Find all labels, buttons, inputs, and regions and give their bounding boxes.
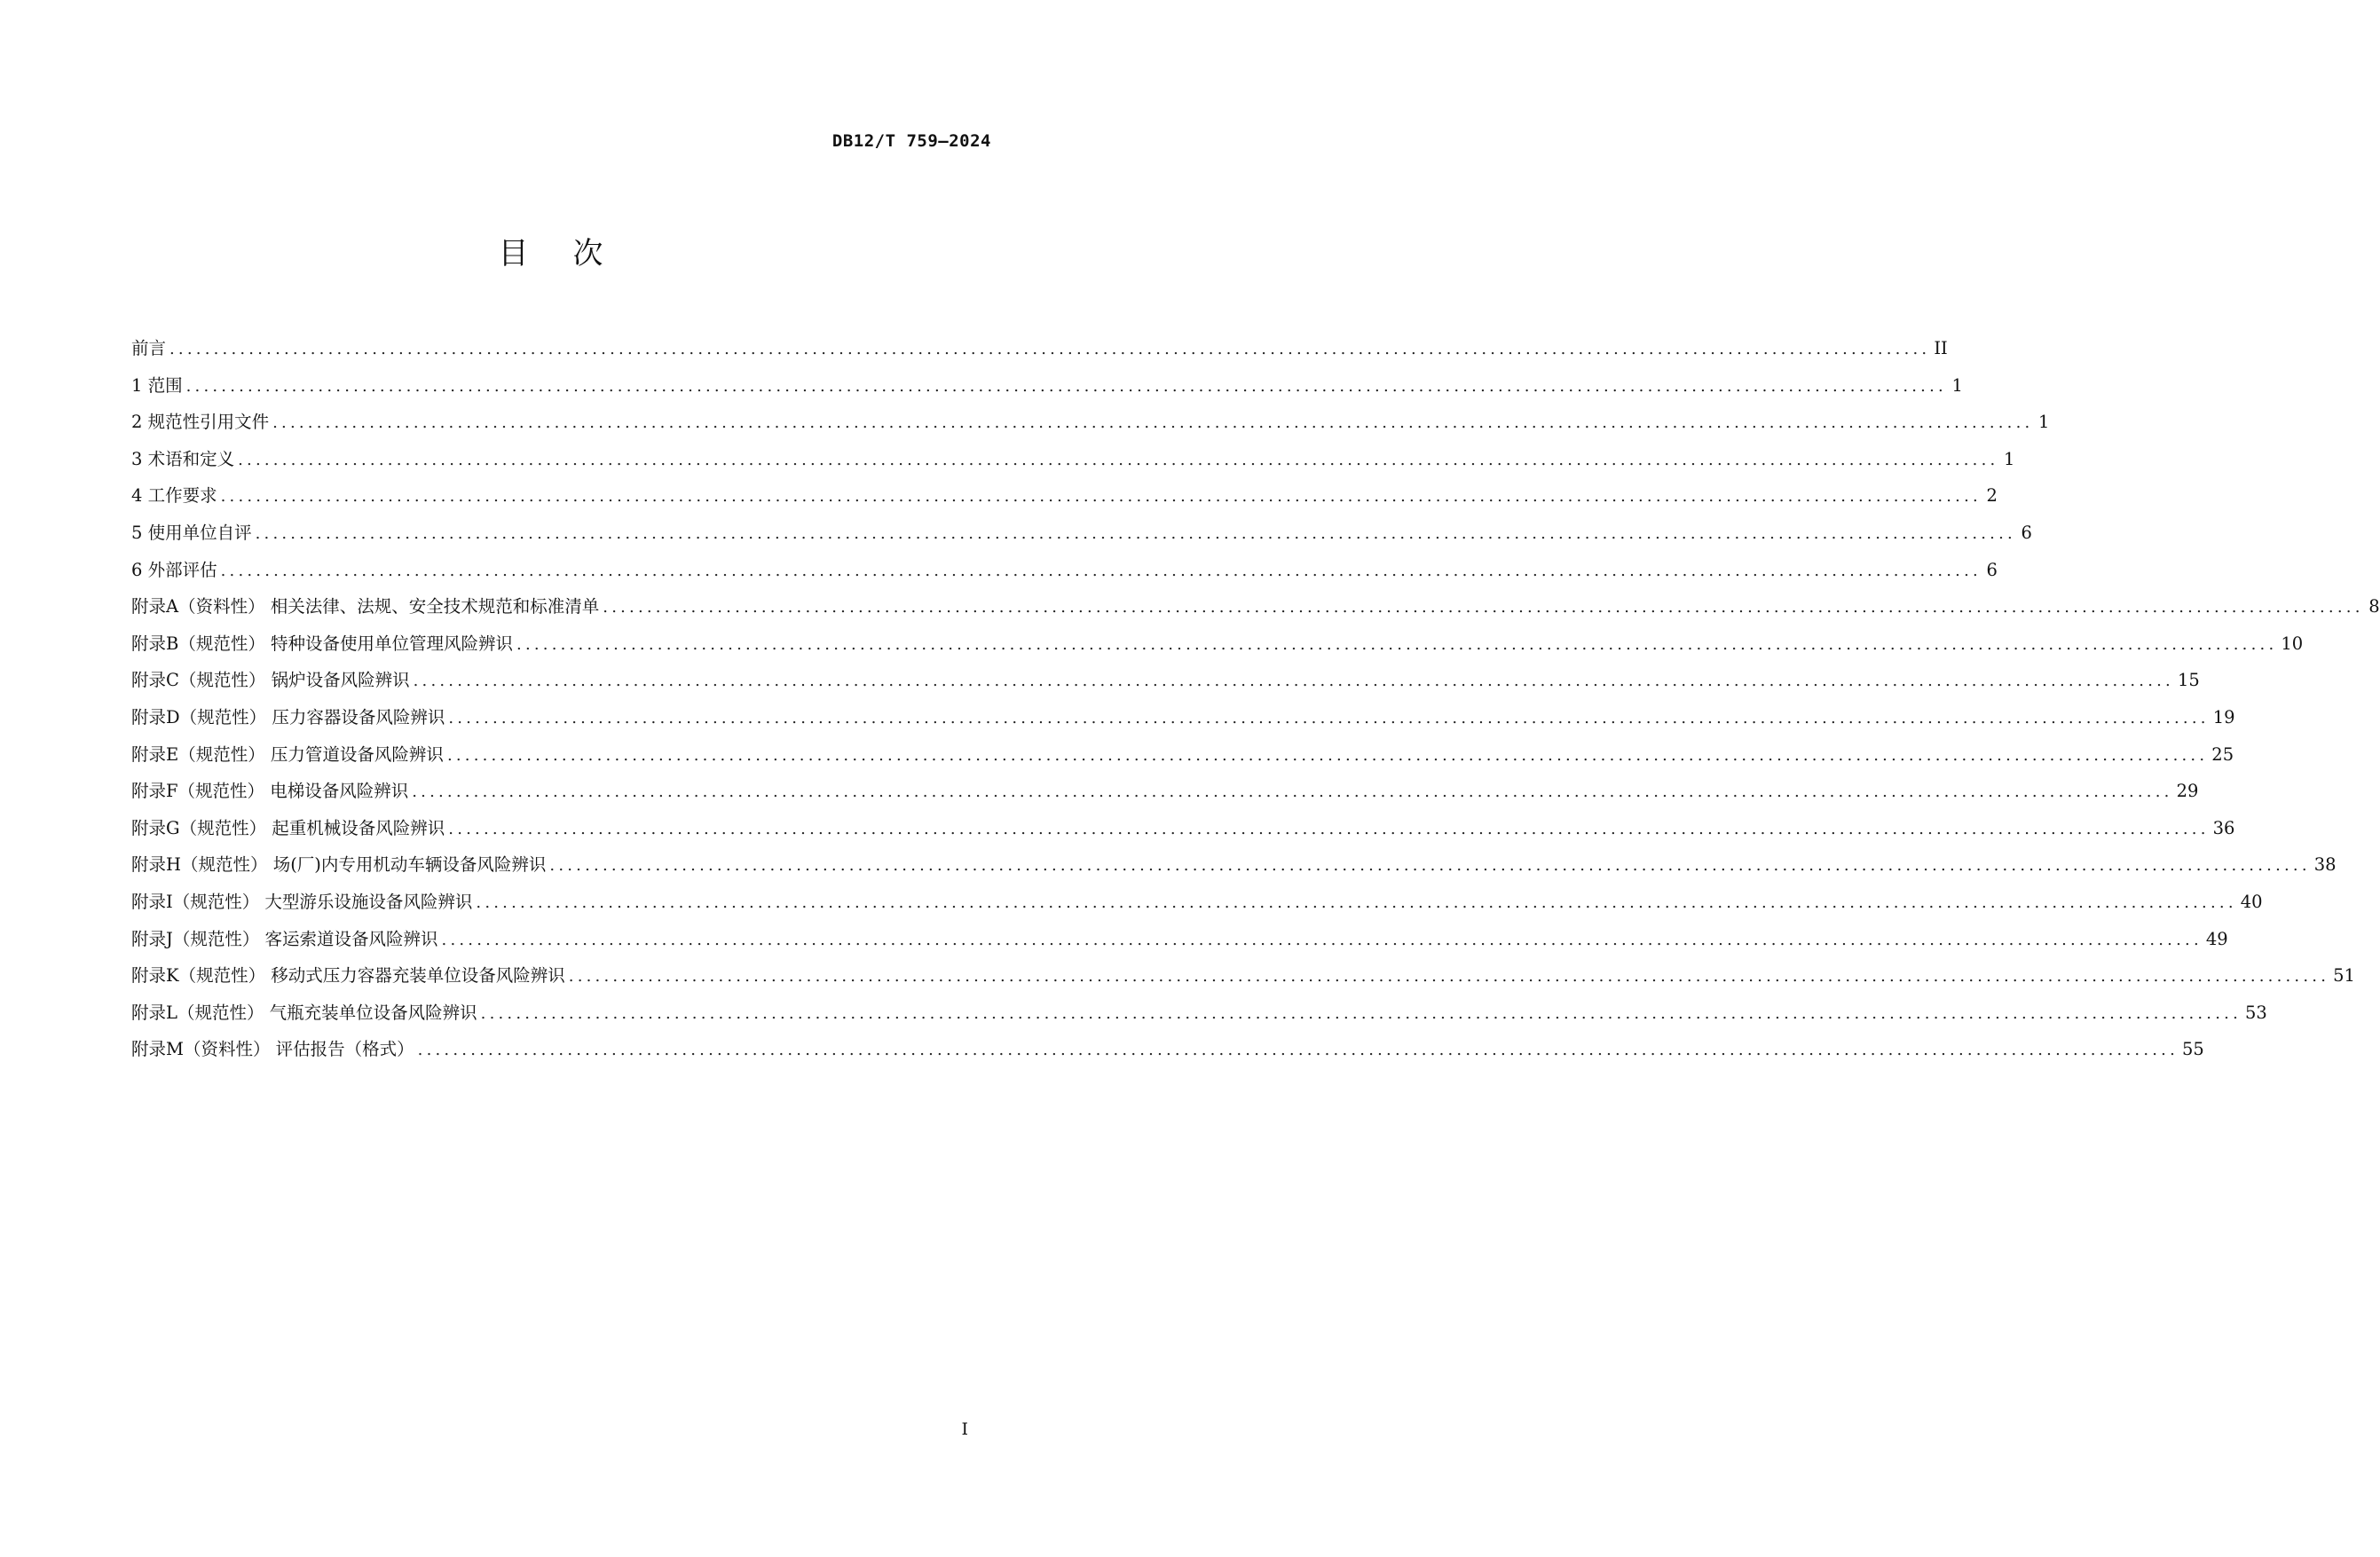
toc-entry-page: 2 <box>1986 485 1998 507</box>
toc-entry-page: 1 <box>2004 448 2015 469</box>
toc-entry[interactable] <box>131 810 2235 847</box>
toc-entry[interactable] <box>131 995 2267 1032</box>
toc-entry-label: 1 范围 <box>131 374 183 396</box>
table-of-contents <box>131 330 2380 1068</box>
toc-leader-dots: ........................................................................................................................................................................................................ <box>476 893 2237 912</box>
toc-entry-page: 53 <box>2245 1002 2267 1023</box>
toc-entry[interactable] <box>131 515 2032 552</box>
toc-entry[interactable] <box>131 662 2200 699</box>
standard-code: DB12/T 759—2024 <box>831 131 991 151</box>
toc-leader-dots: ........................................................................................................................................................................................................ <box>448 819 2210 838</box>
toc-leader-dots: ........................................................................................................................................................................................................ <box>480 1003 2242 1023</box>
toc-leader-dots: ........................................................................................................................................................................................................ <box>417 1041 2179 1060</box>
toc-entry[interactable] <box>131 773 2199 810</box>
toc-entry-label: 附录B（规范性） 特种设备使用单位管理风险辨识 <box>131 633 514 654</box>
toc-entry-label: 3 术语和定义 <box>131 448 235 469</box>
toc-entry[interactable] <box>131 736 2234 774</box>
toc-entry-page: 19 <box>2212 706 2235 727</box>
toc-entry-page: 40 <box>2240 891 2263 912</box>
toc-entry[interactable] <box>131 330 1948 367</box>
toc-entry-label: 附录L（规范性） 气瓶充装单位设备风险辨识 <box>131 1002 477 1023</box>
toc-entry[interactable] <box>131 884 2263 921</box>
toc-leader-dots: ........................................................................................................................................................................................................ <box>448 708 2210 727</box>
toc-entry[interactable] <box>131 957 2355 995</box>
toc-entry-label: 附录D（规范性） 压力容器设备风险辨识 <box>131 706 445 727</box>
toc-entry[interactable] <box>131 588 2380 625</box>
toc-entry[interactable] <box>131 477 1998 515</box>
toc-entry-page: 38 <box>2313 854 2337 876</box>
toc-entry-label: 6 外部评估 <box>131 559 217 580</box>
toc-leader-dots: ........................................................................................................................................................................................................ <box>413 672 2174 691</box>
toc-leader-dots: ........................................................................................................................................................................................................ <box>238 450 1999 469</box>
toc-entry-page: 1 <box>1951 374 1963 396</box>
toc-entry-page: 55 <box>2182 1039 2204 1060</box>
toc-entry-label: 附录J（规范性） 客运索道设备风险辨识 <box>131 928 438 949</box>
toc-entry-label: 附录I（规范性） 大型游乐设施设备风险辨识 <box>131 891 473 912</box>
toc-entry-label: 2 规范性引用文件 <box>131 412 270 433</box>
toc-entry-page: 8 <box>2368 596 2380 617</box>
toc-entry[interactable] <box>131 441 2015 478</box>
toc-entry-page: 10 <box>2281 633 2304 654</box>
toc-entry[interactable] <box>131 1031 2204 1068</box>
toc-entry-label: 附录F（规范性） 电梯设备风险辨识 <box>131 781 409 802</box>
toc-entry-label: 附录E（规范性） 压力管道设备风险辨识 <box>131 743 444 765</box>
toc-entry-label: 5 使用单位自评 <box>131 522 252 543</box>
toc-entry-page: 6 <box>1986 559 1998 580</box>
toc-leader-dots: ........................................................................................................................................................................................................ <box>603 598 2364 617</box>
toc-leader-dots: ........................................................................................................................................................................................................ <box>549 856 2311 876</box>
toc-entry[interactable] <box>131 625 2304 663</box>
toc-entry-label: 前言 <box>131 338 167 358</box>
toc-entry-page: 6 <box>2021 522 2032 543</box>
toc-leader-dots: ........................................................................................................................................................................................................ <box>220 487 1982 507</box>
toc-entry-page: II <box>1934 338 1948 358</box>
toc-entry-page: 25 <box>2211 743 2234 765</box>
toc-entry[interactable] <box>131 367 1963 405</box>
toc-entry-label: 附录C（规范性） 锅炉设备风险辨识 <box>131 670 410 691</box>
toc-entry[interactable] <box>131 921 2228 958</box>
toc-entry-label: 附录A（资料性） 相关法律、法规、安全技术规范和标准清单 <box>131 596 600 617</box>
toc-entry-label: 4 工作要求 <box>131 485 217 507</box>
toc-leader-dots: ........................................................................................................................................................................................................ <box>568 967 2330 987</box>
toc-entry-label: 附录H（规范性） 场(厂)内专用机动车辆设备风险辨识 <box>131 854 547 876</box>
toc-entry-page: 1 <box>2038 412 2050 433</box>
toc-leader-dots: ........................................................................................................................................................................................................ <box>516 634 2278 654</box>
toc-entry-label: 附录K（规范性） 移动式压力容器充装单位设备风险辨识 <box>131 965 565 987</box>
toc-entry-label: 附录G（规范性） 起重机械设备风险辨识 <box>131 817 445 838</box>
toc-entry-label: 附录M（资料性） 评估报告（格式） <box>131 1039 414 1060</box>
toc-entry-page: 49 <box>2205 928 2228 949</box>
toc-entry[interactable] <box>131 404 2050 441</box>
toc-leader-dots: ........................................................................................................................................................................................................ <box>185 376 1947 396</box>
toc-leader-dots: ........................................................................................................................................................................................................ <box>272 413 2034 433</box>
toc-entry-page: 15 <box>2177 670 2200 691</box>
toc-entry-page: 51 <box>2333 965 2355 987</box>
toc-entry[interactable] <box>131 699 2235 736</box>
toc-entry[interactable] <box>131 552 1998 589</box>
toc-leader-dots: ........................................................................................................................................................................................................ <box>441 930 2203 949</box>
page-title: 目次 <box>498 236 648 271</box>
toc-leader-dots: ........................................................................................................................................................................................................ <box>255 523 2016 543</box>
toc-leader-dots: ........................................................................................................................................................................................................ <box>220 561 1982 580</box>
toc-leader-dots: ........................................................................................................................................................................................................ <box>169 340 1931 358</box>
toc-leader-dots: ........................................................................................................................................................................................................ <box>446 745 2209 765</box>
page-number: I <box>961 1419 968 1439</box>
toc-leader-dots: ........................................................................................................................................................................................................ <box>412 782 2173 802</box>
toc-entry-page: 29 <box>2176 781 2199 802</box>
toc-entry-page: 36 <box>2212 817 2235 838</box>
toc-entry[interactable] <box>131 846 2337 884</box>
